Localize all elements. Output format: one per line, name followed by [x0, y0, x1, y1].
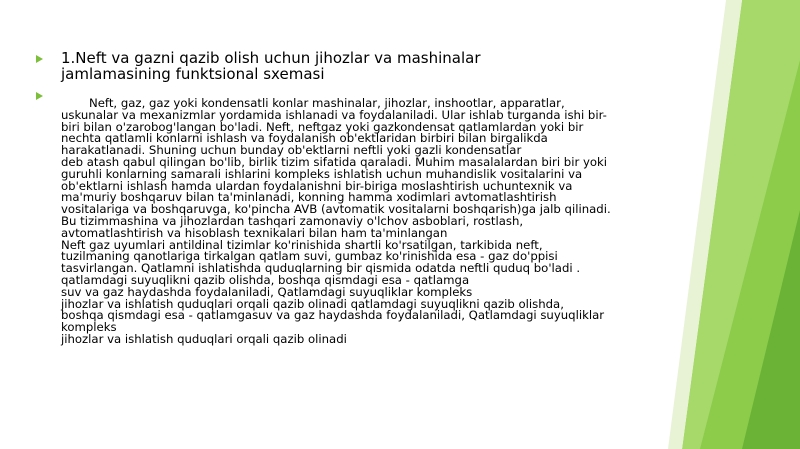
body-line: suv va gaz haydashda foydalaniladi, Qatlamdagi suyuqliklar kompleks: [61, 284, 473, 299]
body-line: vositalariga va boshqaruvga, ko'pincha AVB (avtomatik vositalarni boshqarish)ga jalb qilinadi.: [61, 202, 611, 217]
body-text: [61, 88, 646, 346]
body-line: avtomatlashtirish va hisoblash texnikalari bilan ham ta'minlangan: [61, 225, 448, 240]
body-line: harakatlanadi. Shuning uchun bunday ob'ektlarni neftli yoki gazli kondensatlar: [61, 143, 522, 158]
body-line: jihozlar va ishlatish quduqlari orqali qazib olinadi qatlamdagi suyuqlikni qazib olishda,: [61, 296, 564, 311]
title-item: [36, 50, 646, 82]
body-line: boshqa qismdagi esa - qatlamgasuv va gaz haydashda foydalaniladi, Qatlamdagi suyuqliklar: [61, 308, 605, 323]
body-line: ob'ektlarni ishlash hamda ulardan foydalanishni bir-biriga moslashtirish uchuntexnik va: [61, 178, 573, 193]
body-line: Neft, gaz, gaz yoki kondensatli konlar mashinalar, jihozlar, inshootlar, apparatlar,: [89, 96, 565, 110]
body-line: jihozlar va ishlatish quduqlari orqali qazib olinadi: [61, 331, 347, 346]
bullet-arrow-icon: [36, 55, 43, 63]
body-line: Bu tizimmashina va jihozlardan tashqari zamonaviy o'lchov asboblari, rostlash,: [61, 213, 524, 228]
bullet-arrow-icon: [36, 92, 43, 100]
title-line: jamlamasining funktsional sxemasi: [61, 65, 325, 83]
body-line: biri bilan o'zarobog'langan bo'ladi. Neft, neftgaz yoki gazkondensat qatlamlardan yoki bir: [61, 119, 584, 134]
content-list: [36, 50, 646, 346]
body-line: nechta qatlamli konlarni ishlash va foydalanish ob'ektlaridan birbiri bilan birgalikda: [61, 131, 548, 146]
body-line: tuzilmaning qanotlariga tirkalgan qatlam suvi, gumbaz ko'rinishida esa - gaz do'ppisi: [61, 249, 558, 264]
title-line: 1.Neft va gazni qazib olish uchun jihozlar va mashinalar: [61, 49, 481, 67]
body-line: uskunalar va mexanizmlar yordamida ishlanadi va foydalaniladi. Ular ishlab turganda ishi bir-: [61, 107, 607, 122]
body-line: qatlamdagi suyuqlikni qazib olishda, boshqa qismdagi esa - qatlamga: [61, 272, 470, 287]
body-line: guruhli konlarning samarali ishlarini kompleks ishlatish uchun muhandislik vositalarini va: [61, 166, 583, 181]
body-line: tasvirlangan. Qatlamni ishlatishda quduqlarning bir qismida odatda neftli quduq bo'ladi .: [61, 261, 581, 276]
body-line: deb atash qabul qilingan bo'lib, birlik tizim sifatida qaraladi. Muhim masalalardan biri bir yoki: [61, 154, 608, 169]
body-line: Neft gaz uyumlari antildinal tizimlar ko'rinishida shartli ko'rsatilgan, tarkibida neft,: [61, 237, 543, 252]
body-line: ma'muriy boshqaruv bilan ta'minlanadi, konning hamma xodimlari avtomatlashtirish: [61, 190, 557, 205]
body-item: [36, 88, 646, 346]
slide-title: [61, 50, 646, 82]
body-line: kompleks: [61, 320, 117, 335]
